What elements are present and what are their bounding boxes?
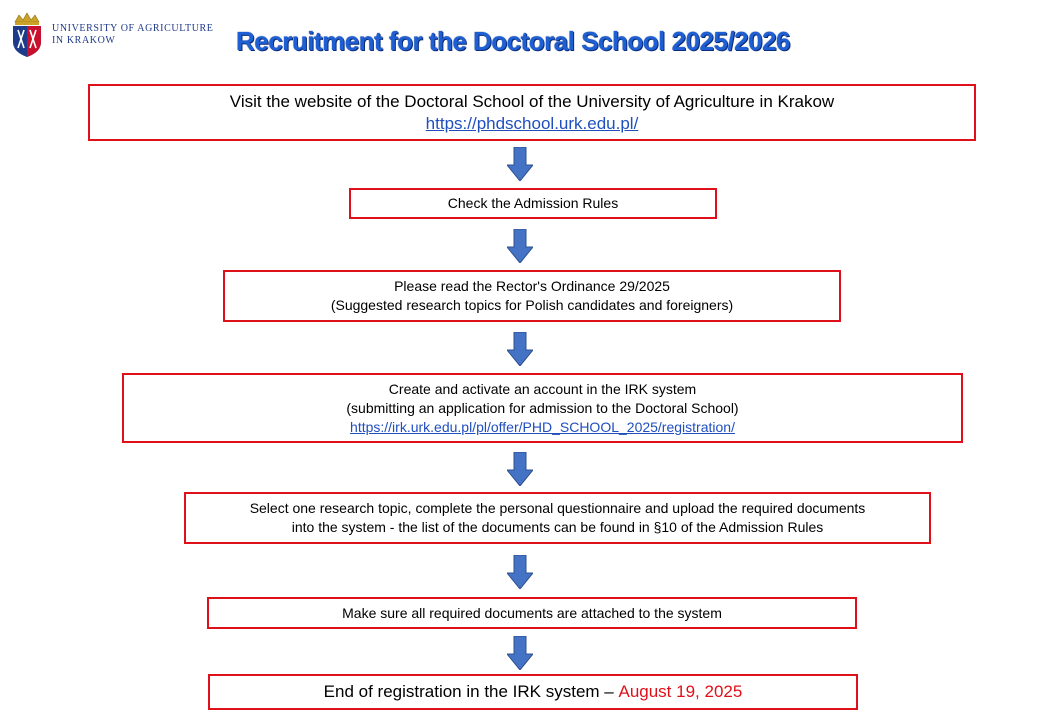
step-end-of-registration-text: End of registration in the IRK system – <box>323 682 619 701</box>
university-logo[interactable] <box>10 12 214 58</box>
registration-deadline: August 19, 2025 <box>618 682 743 701</box>
step-check-admission-rules <box>349 188 717 219</box>
step-visit-website-text: Visit the website of the Doctoral School of the University of Agriculture in Krakow <box>229 91 835 111</box>
phdschool-link[interactable]: https://phdschool.urk.edu.pl/ <box>425 113 639 133</box>
step-read-ordinance-line2: (Suggested research topics for Polish candidates and foreigners) <box>330 297 734 313</box>
arrow-down-icon <box>507 229 533 263</box>
logo-line2: IN KRAKOW <box>52 35 116 46</box>
step-end-of-registration <box>208 674 858 710</box>
step-check-admission-rules-text: Check the Admission Rules <box>447 195 619 211</box>
step-create-account-line1: Create and activate an account in the IRK system <box>388 380 697 397</box>
step-create-account <box>122 373 963 443</box>
irk-registration-link[interactable]: https://irk.urk.edu.pl/pl/offer/PHD_SCHOOL_2025/registration/ <box>350 418 735 435</box>
arrow-down-icon <box>507 555 533 589</box>
logo-text <box>52 23 214 47</box>
arrow-down-icon <box>507 452 533 486</box>
step-read-ordinance <box>223 270 841 322</box>
step-select-topic-line2: into the system - the list of the documents can be found in §10 of the Admission Rules <box>291 519 824 535</box>
step-verify-documents-text: Make sure all required documents are attached to the system <box>342 604 722 621</box>
step-select-topic <box>184 492 931 544</box>
step-visit-website <box>88 84 976 141</box>
logo-line1: UNIVERSITY OF AGRICULTURE <box>52 23 214 34</box>
arrow-down-icon <box>507 147 533 181</box>
arrow-down-icon <box>507 636 533 670</box>
step-read-ordinance-line1: Please read the Rector's Ordinance 29/2025 <box>394 278 670 294</box>
university-crest-icon <box>10 12 44 58</box>
step-verify-documents <box>207 597 857 629</box>
step-select-topic-line1: Select one research topic, complete the personal questionnaire and upload the required documents <box>249 500 866 516</box>
step-create-account-line2: (submitting an application for admission to the Doctoral School) <box>346 399 739 416</box>
page-title: Recruitment for the Doctoral School 2025/2026 <box>236 26 791 56</box>
arrow-down-icon <box>507 332 533 366</box>
